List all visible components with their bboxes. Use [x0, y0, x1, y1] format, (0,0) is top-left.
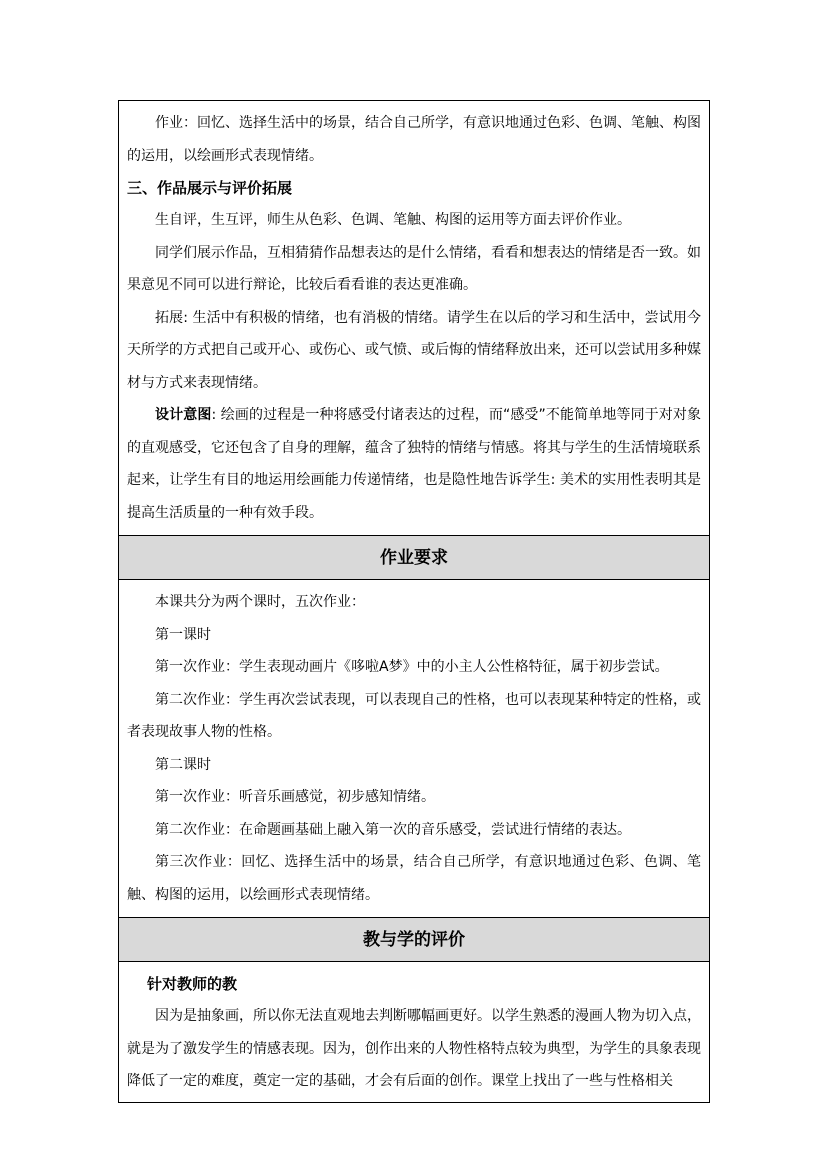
- evaluation-header: 教与学的评价: [119, 918, 709, 962]
- section-heading-3: 三、作品展示与评价拓展: [127, 179, 293, 197]
- extension-paragraph: 拓展: 生活中有积极的情绪，也有消极的情绪。请学生在以后的学习和生活中，尝试用今天所学的方式把自己或开心、或伤心、或气愤、或后悔的情绪释放出来，还可以尝试用多种媒材与方式来表现情绪。: [127, 309, 701, 391]
- homework-section: [119, 580, 709, 918]
- homework-header: 作业要求: [119, 536, 709, 580]
- display-paragraph: 同学们展示作品，互相猜猜作品想表达的是什么情绪，看看和想表达的情绪是否一致。如果意见不同可以进行辩论，比较后看看谁的表达更准确。: [127, 244, 701, 293]
- homework-line: 第一课时: [155, 626, 211, 643]
- homework-line: 第一次作业：听音乐画感觉，初步感知情绪。: [155, 789, 435, 805]
- teacher-evaluation-heading: 针对教师的教: [147, 975, 238, 993]
- homework-paragraph: 作业：回忆、选择生活中的场景，结合自己所学，有意识地通过色彩、色调、笔触、构图的运用，以绘画形式表现情绪。: [127, 115, 701, 164]
- design-intent-paragraph: [127, 399, 701, 529]
- homework-line: 第三次作业：回忆、选择生活中的场景，结合自己所学，有意识地通过色彩、色调、笔触、构图的运用，以绘画形式表现情绪。: [127, 854, 701, 903]
- homework-line: 本课共分为两个课时，五次作业：: [155, 594, 365, 610]
- homework-line: 第二次作业：在命题画基础上融入第一次的音乐感受，尝试进行情绪的表达。: [155, 821, 631, 838]
- teacher-evaluation-paragraph: 因为是抽象画，所以你无法直观地去判断哪幅画更好。以学生熟悉的漫画人物为切入点，就是为了激发学生的情感表现。因为，创作出来的人物性格特点较为典型，为学生的具象表现降低了一定的难度，奠定一定的基础，才会有后面的创作。课堂上找出了一些与性格相关: [127, 1008, 701, 1089]
- homework-line: 第二课时: [155, 756, 211, 773]
- evaluation-paragraph: 生自评，生互评，师生从色彩、色调、笔触、构图的运用等方面去评价作业。: [155, 212, 631, 228]
- evaluation-section: [119, 962, 709, 1102]
- design-intent-label: 设计意图: [155, 407, 212, 423]
- homework-line: 第二次作业：学生再次尝试表现，可以表现自己的性格，也可以表现某种特定的性格，或者表现故事人物的性格。: [127, 691, 701, 740]
- lesson-plan-table: [118, 100, 710, 1103]
- activity-section: [119, 101, 709, 536]
- design-intent-text: : 绘画的过程是一种将感受付诸表达的过程，而“感受”不能简单地等同于对对象的直观感受，它还包含了自身的理解，蕴含了独特的情绪与情感。将其与学生的生活情境联系起来，让学生有目的地运用绘画能力传递情绪，也是隐性地告诉学生: 美术的实用性表明其是提高生活质量的一种有效手段。: [127, 407, 702, 521]
- homework-line: 第一次作业：学生表现动画片《哆啦A梦》中的小主人公性格特征，属于初步尝试。: [155, 659, 669, 675]
